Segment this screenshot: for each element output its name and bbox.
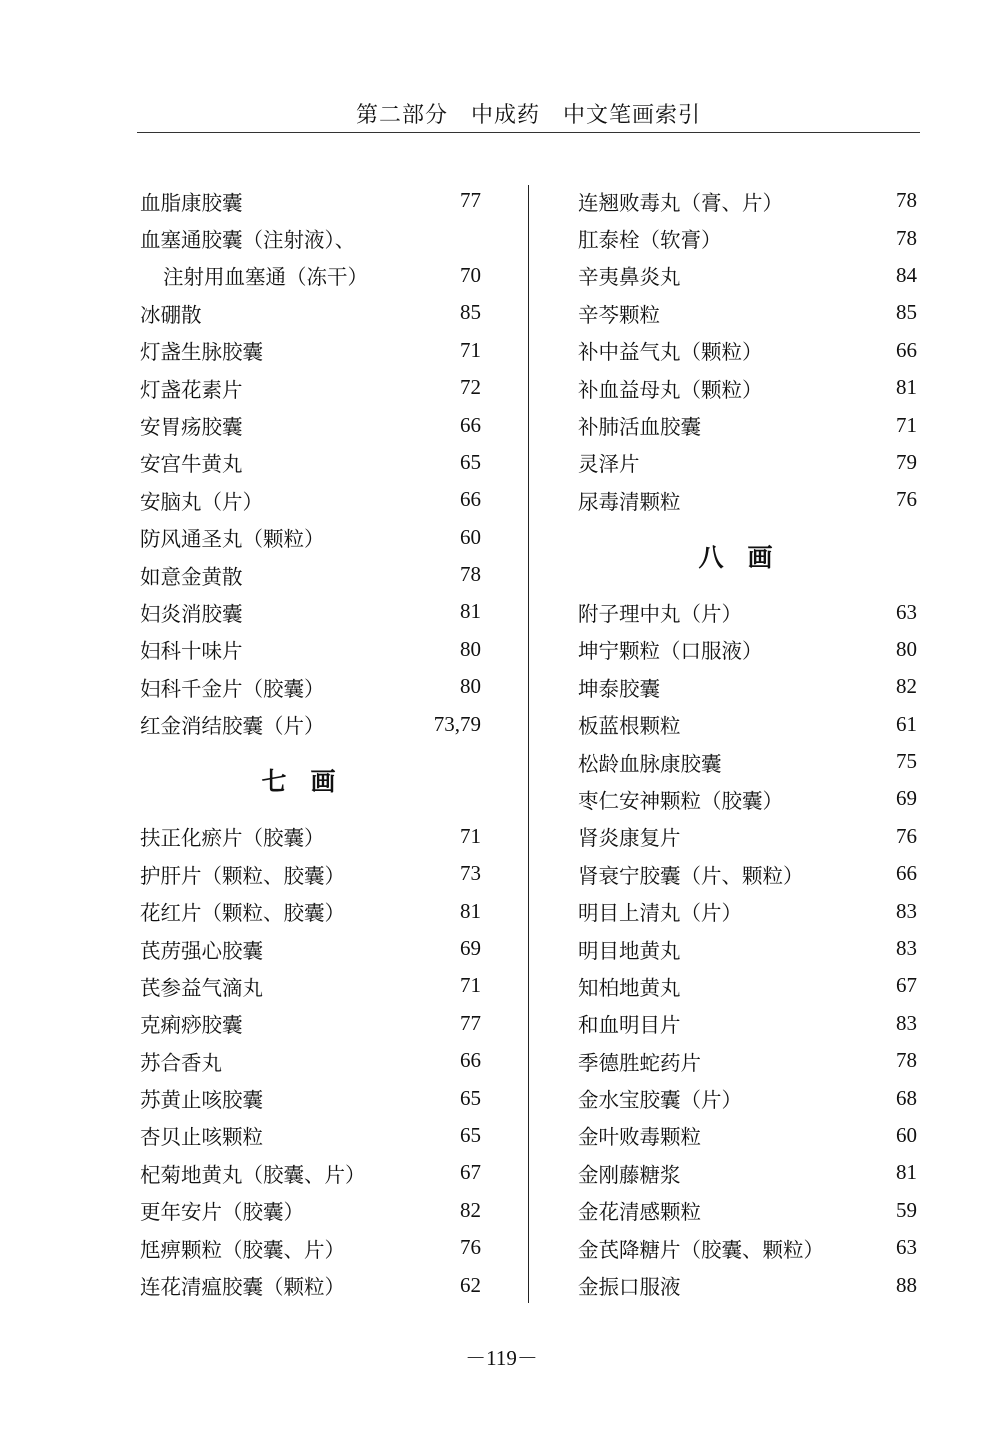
index-entry — [578, 780, 917, 817]
index-entry — [140, 481, 481, 518]
entry-name: 金刚藤糖浆 — [578, 1162, 681, 1187]
page-header-title: 第二部分 中成药 中文笔画索引 — [355, 103, 701, 128]
entry-page-number: 69 — [896, 786, 917, 811]
entry-page-number: 65 — [460, 1085, 481, 1110]
index-entry — [140, 556, 481, 593]
header-rule — [137, 132, 920, 133]
index-entry — [578, 219, 917, 256]
entry-name: 克痢痧胶囊 — [140, 1013, 243, 1038]
entry-page-number: 85 — [460, 300, 481, 325]
index-entry — [578, 1005, 917, 1042]
entry-name: 金花清感颗粒 — [578, 1200, 701, 1225]
entry-name: 花红片（颗粒、胶囊） — [140, 901, 345, 926]
index-entry — [140, 1192, 481, 1229]
entry-page-number: 65 — [460, 449, 481, 474]
entry-page-number: 75 — [896, 749, 917, 774]
entry-name: 和血明目片 — [578, 1013, 681, 1038]
index-entry — [578, 967, 917, 1004]
entry-page-number: 88 — [896, 1272, 917, 1297]
left-column — [140, 182, 481, 1304]
entry-page-number: 63 — [896, 599, 917, 624]
index-entry — [578, 593, 917, 630]
entry-name: 妇炎消胶囊 — [140, 601, 243, 626]
entry-page-number: 73 — [460, 861, 481, 886]
entry-page-number: 66 — [896, 861, 917, 886]
index-entry — [140, 818, 481, 855]
right-entries-list — [578, 182, 917, 519]
page-number: －119－ — [465, 1346, 538, 1370]
entry-name: 枣仁安神颗粒（胶囊） — [578, 788, 783, 813]
entry-name: 知柏地黄丸 — [578, 975, 681, 1000]
column-divider — [528, 185, 529, 1303]
entry-page-number: 71 — [460, 973, 481, 998]
index-entry — [140, 1079, 481, 1116]
entry-name: 坤泰胶囊 — [578, 676, 660, 701]
entry-page-number: 79 — [896, 449, 917, 474]
entry-name: 血脂康胶囊 — [140, 190, 243, 215]
entry-name: 防风通圣丸（颗粒） — [140, 527, 325, 552]
entry-page-number: 80 — [896, 636, 917, 661]
entry-page-number: 65 — [460, 1122, 481, 1147]
entry-name: 芪参益气滴丸 — [140, 975, 263, 1000]
entry-page-number: 66 — [460, 412, 481, 437]
entry-page-number: 77 — [460, 188, 481, 213]
index-entry — [578, 1266, 917, 1303]
index-entry — [140, 219, 481, 256]
entry-page-number: 70 — [460, 262, 481, 287]
index-entry — [140, 406, 481, 443]
entry-page-number: 66 — [460, 487, 481, 512]
entry-page-number: 61 — [896, 711, 917, 736]
index-entry — [140, 1266, 481, 1303]
index-entry — [578, 444, 917, 481]
index-entry — [140, 444, 481, 481]
entry-page-number: 81 — [460, 898, 481, 923]
index-entry — [578, 257, 917, 294]
index-entry — [578, 332, 917, 369]
entry-page-number: 69 — [460, 936, 481, 961]
entry-name: 金振口服液 — [578, 1275, 681, 1300]
index-entry — [578, 1229, 917, 1266]
entry-name: 金芪降糖片（胶囊、颗粒） — [578, 1237, 824, 1262]
index-entry — [578, 743, 917, 780]
entry-name: 肾衰宁胶囊（片、颗粒） — [578, 863, 804, 888]
entry-page-number: 77 — [460, 1010, 481, 1035]
entry-page-number: 83 — [896, 898, 917, 923]
entry-page-number: 71 — [460, 823, 481, 848]
index-entry — [578, 818, 917, 855]
entry-name: 辛夷鼻炎丸 — [578, 265, 681, 290]
index-entry — [578, 1192, 917, 1229]
index-entry — [140, 332, 481, 369]
entry-name: 附子理中丸（片） — [578, 602, 742, 626]
index-entry — [140, 930, 481, 967]
left-entries-list — [140, 182, 481, 743]
entry-name: 补中益气丸（颗粒） — [578, 340, 763, 365]
section-heading-seven: 七画 — [261, 767, 360, 797]
entry-page-number: 84 — [896, 262, 917, 287]
index-entry — [140, 855, 481, 892]
entry-name: 坤宁颗粒（口服液） — [578, 639, 763, 664]
entry-page-number: 76 — [896, 823, 917, 848]
entry-page-number: 82 — [460, 1197, 481, 1222]
entry-name: 辛芩颗粒 — [578, 302, 660, 327]
entry-page-number: 73,79 — [433, 711, 481, 736]
index-entry — [140, 182, 481, 219]
index-entry — [578, 1154, 917, 1191]
entry-name: 灵泽片 — [578, 452, 640, 477]
entry-name: 红金消结胶囊（片） — [140, 714, 325, 739]
entry-page-number: 60 — [460, 524, 481, 549]
entry-name: 肾炎康复片 — [578, 826, 681, 851]
index-entry — [578, 668, 917, 705]
index-entry — [140, 519, 481, 556]
index-entry — [578, 294, 917, 331]
entry-name: 补肺活血胶囊 — [578, 415, 701, 440]
entry-name: 连花清瘟胶囊（颗粒） — [140, 1275, 345, 1300]
entry-page-number: 63 — [896, 1235, 917, 1260]
entry-name: 杞菊地黄丸（胶囊、片） — [140, 1162, 366, 1187]
index-entry — [578, 855, 917, 892]
index-entry — [578, 182, 917, 219]
entry-page-number: 71 — [460, 337, 481, 362]
entry-name: 肛泰栓（软膏） — [578, 228, 722, 253]
entry-name: 金叶败毒颗粒 — [578, 1125, 701, 1150]
entry-page-number: 71 — [896, 412, 917, 437]
entry-page-number: 66 — [460, 1048, 481, 1073]
index-entry — [578, 705, 917, 742]
entry-page-number: 78 — [896, 225, 917, 250]
index-entry — [140, 967, 481, 1004]
entry-name: 芪苈强心胶囊 — [140, 938, 263, 963]
index-entry — [140, 369, 481, 406]
entry-name: 杏贝止咳颗粒 — [140, 1125, 263, 1150]
index-entry — [140, 1042, 481, 1079]
entry-name: 松龄血脉康胶囊 — [578, 751, 722, 776]
index-entry — [140, 257, 481, 294]
entry-name: 板蓝根颗粒 — [578, 714, 681, 739]
index-entry — [140, 1117, 481, 1154]
entry-page-number: 76 — [460, 1235, 481, 1260]
left-entries-seven-list — [140, 818, 481, 1304]
right-entries-eight-list — [578, 593, 917, 1303]
entry-name: 注射用血塞通（冻干） — [163, 265, 368, 290]
entry-name: 苏黄止咳胶囊 — [140, 1088, 263, 1113]
index-entry — [140, 892, 481, 929]
entry-name: 明目上清丸（片） — [578, 901, 742, 926]
index-entry — [578, 481, 917, 518]
index-entry — [578, 631, 917, 668]
entry-name: 补血益母丸（颗粒） — [578, 377, 763, 402]
entry-page-number: 67 — [460, 1160, 481, 1185]
entry-name: 尪痹颗粒（胶囊、片） — [140, 1237, 345, 1262]
entry-name: 季德胜蛇药片 — [578, 1050, 701, 1075]
entry-name: 妇科千金片（胶囊） — [140, 676, 325, 701]
entry-page-number: 81 — [896, 375, 917, 400]
entry-name: 冰硼散 — [140, 302, 202, 327]
section-heading-eight: 八画 — [698, 542, 797, 572]
entry-name: 安脑丸（片） — [140, 489, 263, 514]
entry-name: 血塞通胶囊（注射液）、 — [140, 228, 356, 253]
index-entry — [140, 705, 481, 742]
index-entry — [578, 406, 917, 443]
entry-name: 灯盏生脉胶囊 — [140, 340, 263, 365]
index-entry — [578, 892, 917, 929]
entry-page-number: 81 — [896, 1160, 917, 1185]
entry-name: 妇科十味片 — [140, 639, 243, 664]
index-entry — [578, 1117, 917, 1154]
entry-page-number: 72 — [460, 375, 481, 400]
index-entry — [578, 1079, 917, 1116]
entry-page-number: 85 — [896, 300, 917, 325]
entry-name: 苏合香丸 — [140, 1050, 222, 1075]
index-entry — [140, 668, 481, 705]
entry-name: 安胃疡胶囊 — [140, 415, 243, 440]
entry-name: 更年安片（胶囊） — [140, 1200, 304, 1225]
entry-name: 扶正化瘀片（胶囊） — [140, 826, 325, 851]
index-entry — [140, 294, 481, 331]
entry-page-number: 76 — [896, 487, 917, 512]
index-entry — [578, 930, 917, 967]
entry-page-number: 60 — [896, 1122, 917, 1147]
entry-page-number: 67 — [896, 973, 917, 998]
entry-name: 连翘败毒丸（膏、片） — [578, 190, 783, 215]
entry-name: 尿毒清颗粒 — [578, 489, 681, 514]
entry-page-number: 68 — [896, 1085, 917, 1110]
entry-page-number: 78 — [896, 1048, 917, 1073]
entry-page-number: 83 — [896, 936, 917, 961]
entry-page-number: 81 — [460, 599, 481, 624]
index-entry — [140, 1229, 481, 1266]
entry-page-number: 80 — [460, 636, 481, 661]
index-entry — [140, 1154, 481, 1191]
entry-name: 灯盏花素片 — [140, 377, 243, 402]
entry-page-number: 78 — [460, 562, 481, 587]
entry-name: 安宫牛黄丸 — [140, 452, 243, 477]
entry-page-number: 59 — [896, 1197, 917, 1222]
entry-page-number: 62 — [460, 1272, 481, 1297]
entry-name: 金水宝胶囊（片） — [578, 1088, 742, 1113]
entry-page-number: 83 — [896, 1010, 917, 1035]
index-entry — [140, 1005, 481, 1042]
index-entry — [578, 369, 917, 406]
right-column — [578, 182, 917, 1304]
entry-page-number: 82 — [896, 674, 917, 699]
index-entry — [140, 631, 481, 668]
index-entry — [140, 593, 481, 630]
index-entry — [578, 1042, 917, 1079]
entry-name: 明目地黄丸 — [578, 938, 681, 963]
entry-page-number: 80 — [460, 674, 481, 699]
entry-page-number: 78 — [896, 188, 917, 213]
entry-name: 护肝片（颗粒、胶囊） — [140, 863, 345, 888]
entry-page-number: 66 — [896, 337, 917, 362]
entry-name: 如意金黄散 — [140, 564, 243, 589]
